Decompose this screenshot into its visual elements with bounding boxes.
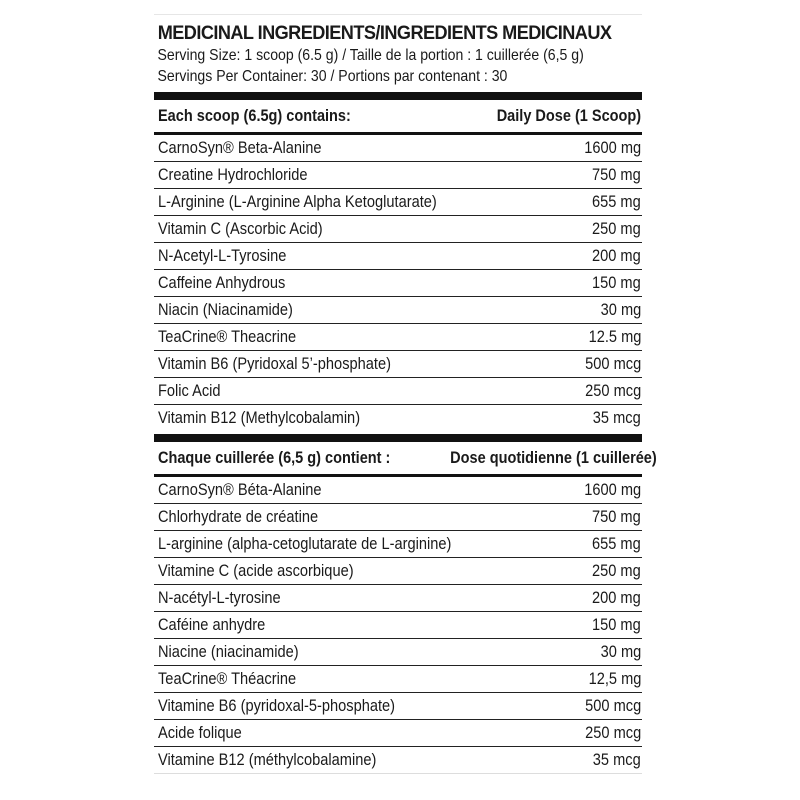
ingredient-row bbox=[154, 720, 642, 747]
ingredient-row bbox=[154, 297, 642, 324]
header-daily-dose: Daily Dose (1 Scoop) bbox=[496, 106, 641, 125]
french-section bbox=[154, 434, 657, 774]
ingredient-amount: 250 mcg bbox=[584, 723, 641, 742]
ingredient-name: L-Arginine (L-Arginine Alpha Ketoglutarate) bbox=[158, 192, 437, 211]
ingredient-name: N-Acetyl-L-Tyrosine bbox=[158, 246, 287, 265]
ingredients-label bbox=[154, 14, 657, 774]
ingredient-amount: 500 mcg bbox=[584, 696, 641, 715]
ingredient-amount: 200 mg bbox=[592, 246, 641, 265]
ingredient-name: TeaCrine® Théacrine bbox=[158, 669, 297, 688]
ingredient-amount: 250 mcg bbox=[584, 381, 641, 400]
ingredient-name: Caffeine Anhydrous bbox=[158, 273, 286, 292]
ingredient-name: Folic Acid bbox=[158, 381, 221, 400]
ingredient-name: Chlorhydrate de créatine bbox=[158, 507, 319, 526]
french-header bbox=[154, 442, 657, 474]
ingredient-name: Creatine Hydrochloride bbox=[158, 165, 308, 184]
ingredient-row bbox=[154, 324, 642, 351]
ingredient-row bbox=[154, 504, 642, 531]
ingredient-amount: 750 mg bbox=[592, 507, 641, 526]
ingredient-row bbox=[154, 693, 642, 720]
ingredient-amount: 35 mcg bbox=[593, 408, 641, 427]
ingredient-row bbox=[154, 270, 642, 297]
ingredient-row bbox=[154, 378, 642, 405]
ingredient-name: Vitamin B12 (Methylcobalamin) bbox=[158, 408, 361, 427]
ingredient-name: CarnoSyn® Béta-Alanine bbox=[158, 480, 322, 499]
ingredient-row bbox=[154, 531, 642, 558]
label-title: MEDICINAL INGREDIENTS/INGREDIENTS MEDICINAUX bbox=[157, 22, 612, 44]
ingredient-name: Acide folique bbox=[158, 723, 242, 742]
top-rule bbox=[154, 14, 642, 15]
ingredient-name: Vitamine B6 (pyridoxal-5-phosphate) bbox=[158, 696, 396, 715]
ingredient-amount: 12.5 mg bbox=[588, 327, 641, 346]
ingredient-row bbox=[154, 351, 642, 378]
ingredient-row bbox=[154, 162, 642, 189]
ingredient-row bbox=[154, 666, 642, 693]
ingredient-row bbox=[154, 477, 642, 504]
ingredient-row bbox=[154, 189, 642, 216]
ingredient-row bbox=[154, 135, 642, 162]
ingredient-row bbox=[154, 558, 642, 585]
ingredient-name: CarnoSyn® Beta-Alanine bbox=[158, 138, 322, 157]
ingredient-name: Vitamin C (Ascorbic Acid) bbox=[158, 219, 323, 238]
french-rows bbox=[154, 477, 642, 774]
ingredient-amount: 655 mg bbox=[592, 534, 641, 553]
ingredient-name: Niacine (niacinamide) bbox=[158, 642, 299, 661]
ingredient-amount: 655 mg bbox=[592, 192, 641, 211]
ingredient-amount: 200 mg bbox=[592, 588, 641, 607]
ingredient-row bbox=[154, 639, 642, 666]
thick-divider bbox=[154, 434, 642, 442]
ingredient-row bbox=[154, 585, 642, 612]
ingredient-row bbox=[154, 405, 642, 431]
ingredient-name: N-acétyl-L-tyrosine bbox=[158, 588, 281, 607]
english-header bbox=[154, 100, 642, 132]
ingredient-name: Caféine anhydre bbox=[158, 615, 266, 634]
ingredient-name: L-arginine (alpha-cetoglutarate de L-arginine) bbox=[158, 534, 452, 553]
ingredient-name: Vitamine B12 (méthylcobalamine) bbox=[158, 750, 377, 769]
ingredient-amount: 1600 mg bbox=[584, 480, 641, 499]
ingredient-row bbox=[154, 243, 642, 270]
ingredient-name: Vitamin B6 (Pyridoxal 5’-phosphate) bbox=[158, 354, 391, 373]
ingredient-amount: 250 mg bbox=[592, 561, 641, 580]
ingredient-amount: 150 mg bbox=[592, 615, 641, 634]
ingredient-name: Niacin (Niacinamide) bbox=[158, 300, 293, 319]
servings-per-container: Servings Per Container: 30 / Portions par contenant : 30 bbox=[157, 68, 508, 85]
english-section bbox=[154, 92, 642, 431]
ingredient-amount: 500 mcg bbox=[584, 354, 641, 373]
ingredient-amount: 1600 mg bbox=[584, 138, 641, 157]
ingredient-amount: 750 mg bbox=[592, 165, 641, 184]
header-dose-quotidienne: Dose quotidienne (1 cuillerée) bbox=[450, 448, 657, 467]
ingredient-amount: 12,5 mg bbox=[588, 669, 641, 688]
ingredient-name: TeaCrine® Theacrine bbox=[158, 327, 297, 346]
ingredient-amount: 250 mg bbox=[592, 219, 641, 238]
ingredient-amount: 150 mg bbox=[592, 273, 641, 292]
serving-size: Serving Size: 1 scoop (6.5 g) / Taille de la portion : 1 cuillerée (6,5 g) bbox=[157, 47, 584, 64]
thick-divider bbox=[154, 92, 642, 100]
ingredient-row bbox=[154, 612, 642, 639]
ingredient-name: Vitamine C (acide ascorbique) bbox=[158, 561, 354, 580]
ingredient-row bbox=[154, 216, 642, 243]
ingredient-amount: 30 mg bbox=[600, 300, 641, 319]
english-rows bbox=[154, 135, 642, 431]
ingredient-amount: 35 mcg bbox=[593, 750, 641, 769]
header-contains: Each scoop (6.5g) contains: bbox=[158, 106, 351, 125]
ingredient-amount: 30 mg bbox=[600, 642, 641, 661]
ingredient-row bbox=[154, 747, 642, 774]
header-contient: Chaque cuillerée (6,5 g) contient : bbox=[158, 448, 391, 467]
